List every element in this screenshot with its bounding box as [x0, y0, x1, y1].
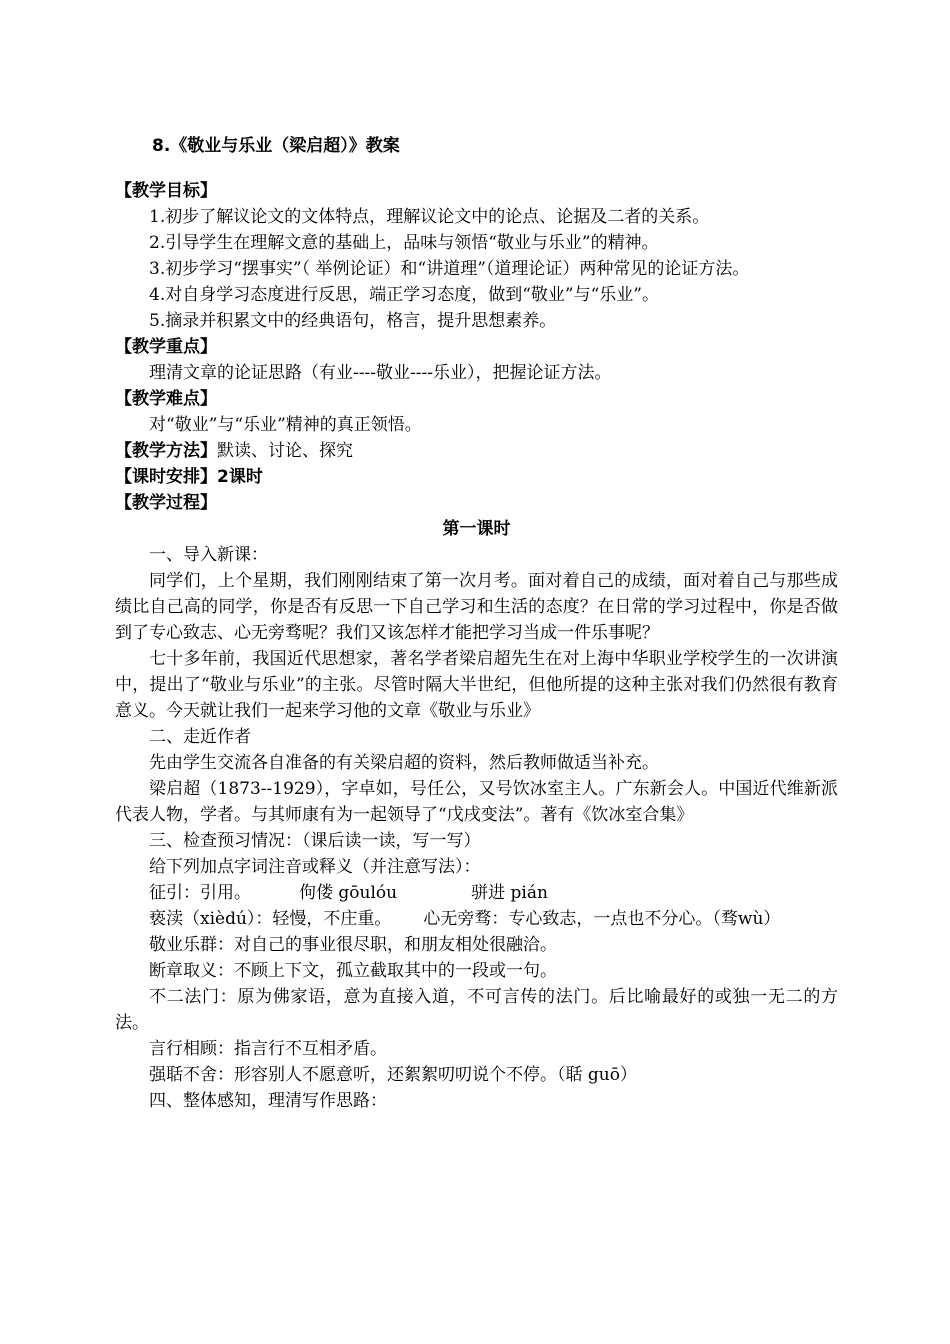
key-points-heading: 【教学重点】 — [115, 337, 217, 357]
schedule-heading: 【课时安排】 — [115, 467, 217, 487]
preview-intro: 给下列加点字词注音或释义（并注意写法）： — [149, 857, 481, 877]
section-heading: 二、走近作者 — [149, 727, 251, 747]
schedule-text: 2课时 — [217, 467, 263, 487]
process-heading: 【教学过程】 — [115, 493, 217, 513]
vocab-term: 强聒不舍：形容别人不愿意听，还絮絮叨叨说个不停。（聒 guō） — [149, 1065, 637, 1085]
vocab-line — [115, 880, 838, 906]
section-paragraph: 同学们，上个星期，我们刚刚结束了第一次月考。面对着自己的成绩，面对着自己与那些成绩比自己高的同学，你是否有反思一下自己学习和生活的态度？在日常的学习过程中，你是否做到了专心致志、心无旁骛呢？我们又该怎样才能把学习当成一件乐事呢？ — [115, 571, 838, 643]
vocab-item: 骈进 pián — [471, 883, 548, 903]
vocab-line — [115, 906, 838, 932]
objective-item: 1.初步了解议论文的文体特点，理解议论文中的论点、论据及二者的关系。 — [149, 207, 710, 227]
objective-item: 2.引导学生在理解文意的基础上，品味与领悟“敬业与乐业”的精神。 — [149, 233, 659, 253]
vocab-term: 断章取义：不顾上下文，孤立截取其中的一段或一句。 — [149, 961, 557, 981]
vocab-item: 心无旁骛：专心致志，一点也不分心。（骛wù） — [423, 909, 781, 929]
objective-item: 5.摘录并积累文中的经典语句，格言，提升思想素养。 — [149, 311, 557, 331]
difficulties-heading: 【教学难点】 — [115, 389, 217, 409]
methods-line — [115, 438, 838, 464]
vocab-term: 敬业乐群：对自己的事业很尽职，和朋友相处很融洽。 — [149, 935, 557, 955]
section-paragraph: 七十多年前，我国近代思想家，著名学者梁启超先生在对上海中华职业学校学生的一次讲演中，提出了“敬业与乐业”的主张。尽管时隔大半世纪，但他所提的这种主张对我们仍然很有教育意义。今天就让我们一起来学习他的文章《敬业与乐业》 — [115, 649, 838, 721]
difficulties-text: 对“敬业”与“乐业”精神的真正领悟。 — [149, 415, 422, 435]
key-points-text: 理清文章的论证思路（有业----敬业----乐业），把握论证方法。 — [149, 363, 612, 383]
vocab-item: 亵渎（xièdú）：轻慢，不庄重。 — [149, 909, 392, 929]
methods-text: 默读、讨论、探究 — [217, 441, 353, 461]
methods-heading: 【教学方法】 — [115, 441, 217, 461]
section-paragraph: 先由学生交流各自准备的有关梁启超的资料，然后教师做适当补充。 — [149, 753, 659, 773]
schedule-line — [115, 464, 838, 490]
objective-item: 3.初步学习“摆事实”（ 举例论证）和“讲道理”（道理论证）两种常见的论证方法。 — [149, 259, 750, 279]
vocab-item: 征引：引用。 — [149, 883, 251, 903]
document-title: 8.《敬业与乐业（梁启超）》教案 — [152, 136, 400, 156]
vocab-term: 言行相顾：指言行不互相矛盾。 — [149, 1039, 387, 1059]
section-heading: 一、导入新课： — [149, 545, 268, 565]
lesson-title: 第一课时 — [442, 519, 511, 539]
objectives-heading: 【教学目标】 — [115, 181, 217, 201]
section-heading: 三、检查预习情况：（课后读一读，写一写） — [149, 831, 481, 851]
section-paragraph: 梁启超（1873--1929），字卓如，号任公，又号饮冰室主人。广东新会人。中国近代维新派代表人物，学者。与其师康有为一起领导了“戊戌变法”。著有《饮冰室合集》 — [115, 779, 838, 825]
section-heading: 四、整体感知，理清写作思路： — [149, 1091, 387, 1111]
document-body — [115, 178, 838, 1114]
vocab-item: 佝偻 gōulóu — [299, 883, 398, 903]
vocab-term: 不二法门：原为佛家语，意为直接入道，不可言传的法门。后比喻最好的或独一无二的方法。 — [115, 987, 838, 1033]
objective-item: 4.对自身学习态度进行反思，端正学习态度，做到“敬业”与“乐业”。 — [149, 285, 659, 305]
